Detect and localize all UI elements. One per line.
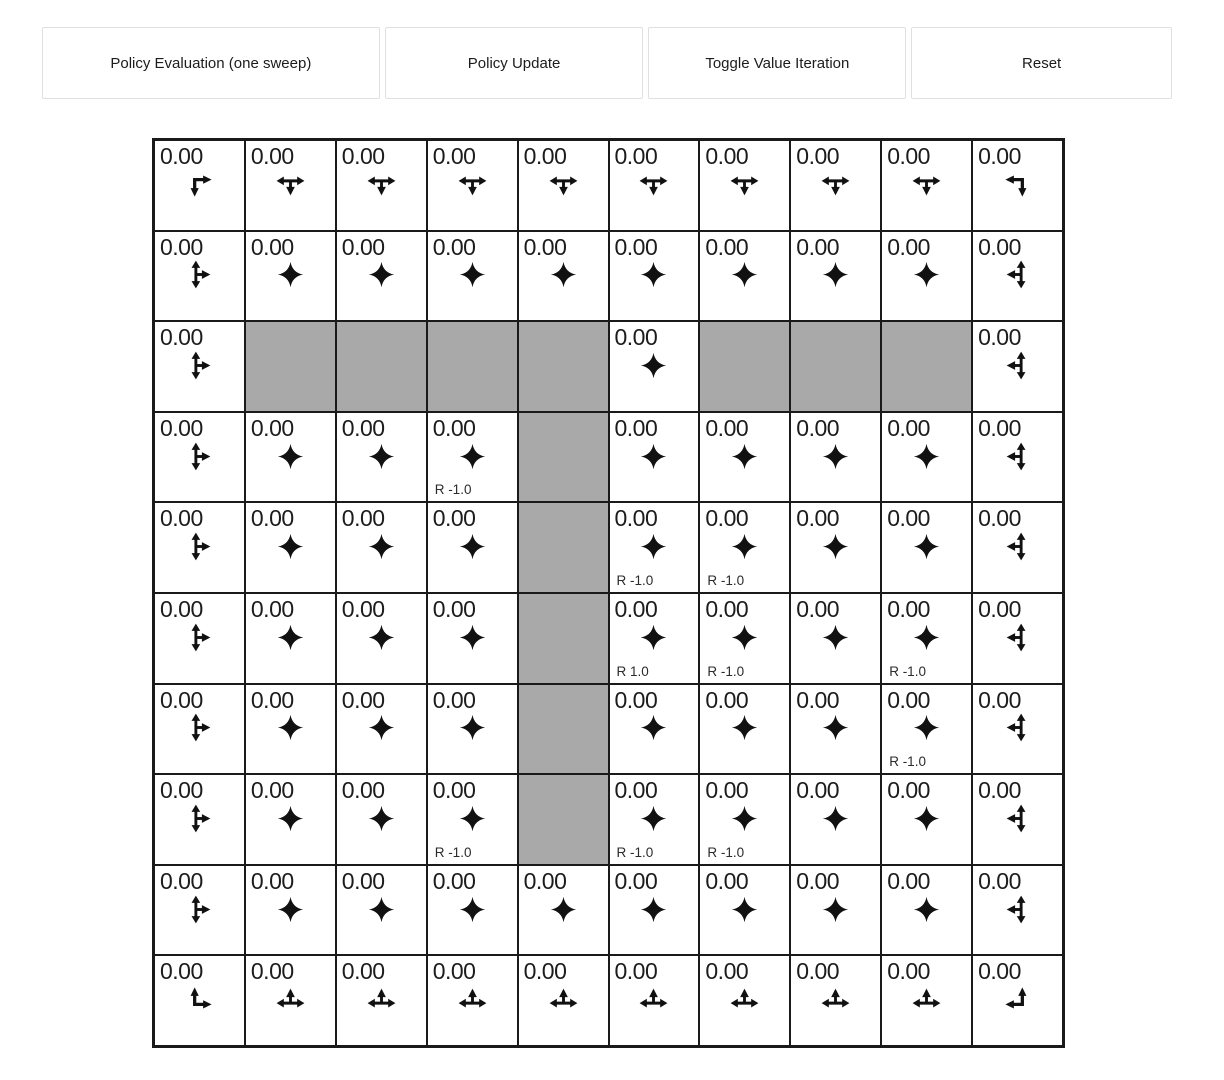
- gridworld: [152, 138, 1065, 1048]
- policy-arrow-all-directions-icon: [342, 895, 421, 929]
- state-cell: [972, 774, 1063, 865]
- state-value: 0.00: [705, 867, 749, 894]
- policy-arrow-all-directions-icon: [887, 623, 966, 657]
- state-value: 0.00: [614, 324, 658, 351]
- state-value: 0.00: [523, 233, 567, 260]
- state-cell: [699, 593, 790, 684]
- policy-arrow-all-directions-icon: [524, 260, 603, 294]
- policy-arrow-left-right-down-icon: [615, 170, 694, 204]
- state-cell: [154, 502, 245, 593]
- state-cell: [518, 955, 609, 1046]
- policy-arrow-all-directions-icon: [615, 442, 694, 476]
- policy-arrow-all-directions-icon: [251, 532, 330, 566]
- reward-label: R -1.0: [707, 572, 745, 588]
- wall-cell: [699, 321, 790, 412]
- policy-arrow-left-right-up-icon: [796, 985, 875, 1019]
- policy-arrow-up-down-right-icon: [160, 713, 239, 747]
- state-cell: [427, 502, 518, 593]
- state-value: 0.00: [796, 686, 840, 713]
- state-cell: [336, 502, 427, 593]
- state-cell: [972, 865, 1063, 956]
- state-cell: [699, 412, 790, 503]
- state-cell: [336, 684, 427, 775]
- policy-arrow-all-directions-icon: [251, 713, 330, 747]
- state-cell: [154, 231, 245, 322]
- state-value: 0.00: [341, 867, 385, 894]
- state-value: 0.00: [523, 143, 567, 169]
- state-cell: [972, 502, 1063, 593]
- state-cell: [154, 140, 245, 231]
- state-cell: [609, 865, 700, 956]
- policy-arrow-up-down-right-icon: [160, 260, 239, 294]
- policy-arrow-left-right-down-icon: [524, 170, 603, 204]
- state-value: 0.00: [250, 686, 294, 713]
- reward-label: R -1.0: [434, 482, 472, 498]
- reward-label: R -1.0: [616, 572, 654, 588]
- policy-arrow-all-directions-icon: [615, 895, 694, 929]
- policy-arrow-all-directions-icon: [433, 532, 512, 566]
- policy-arrow-all-directions-icon: [615, 260, 694, 294]
- state-cell: [881, 865, 972, 956]
- state-cell: [245, 231, 336, 322]
- policy-arrow-all-directions-icon: [705, 442, 784, 476]
- state-cell: [790, 231, 881, 322]
- state-value: 0.00: [978, 505, 1021, 532]
- state-cell: [699, 955, 790, 1046]
- state-value: 0.00: [250, 233, 294, 260]
- policy-arrow-up-right-icon: [160, 985, 239, 1019]
- state-value: 0.00: [887, 595, 930, 622]
- policy-arrow-up-down-left-icon: [978, 351, 1057, 385]
- state-cell: [699, 684, 790, 775]
- state-cell: [518, 140, 609, 231]
- policy-arrow-all-directions-icon: [796, 623, 875, 657]
- policy-arrow-all-directions-icon: [342, 442, 421, 476]
- state-cell: [790, 684, 881, 775]
- state-cell: [336, 955, 427, 1046]
- policy-arrow-up-down-left-icon: [978, 442, 1057, 476]
- policy-arrow-left-right-down-icon: [887, 170, 966, 204]
- policy-arrow-all-directions-icon: [524, 895, 603, 929]
- policy-arrow-left-down-icon: [978, 170, 1057, 204]
- state-value: 0.00: [978, 867, 1021, 894]
- state-value: 0.00: [160, 867, 203, 894]
- state-cell: [881, 593, 972, 684]
- policy-arrow-all-directions-icon: [433, 442, 512, 476]
- policy-arrow-up-left-icon: [978, 985, 1057, 1019]
- state-cell: [881, 684, 972, 775]
- state-value: 0.00: [705, 233, 749, 260]
- state-value: 0.00: [432, 414, 476, 441]
- state-cell: [336, 231, 427, 322]
- state-cell: [427, 684, 518, 775]
- policy-arrow-left-right-up-icon: [705, 985, 784, 1019]
- policy-arrow-all-directions-icon: [887, 804, 966, 838]
- state-cell: [609, 140, 700, 231]
- state-value: 0.00: [160, 233, 203, 260]
- state-cell: [609, 231, 700, 322]
- state-value: 0.00: [614, 595, 658, 622]
- wall-cell: [518, 502, 609, 593]
- wall-cell: [518, 774, 609, 865]
- state-cell: [609, 684, 700, 775]
- state-value: 0.00: [705, 505, 749, 532]
- wall-cell: [336, 321, 427, 412]
- state-cell: [790, 140, 881, 231]
- state-cell: [699, 140, 790, 231]
- state-value: 0.00: [705, 958, 749, 985]
- state-value: 0.00: [341, 595, 385, 622]
- state-cell: [609, 774, 700, 865]
- state-value: 0.00: [614, 505, 658, 532]
- state-value: 0.00: [250, 414, 294, 441]
- state-value: 0.00: [160, 143, 203, 169]
- state-cell: [336, 774, 427, 865]
- state-value: 0.00: [341, 414, 385, 441]
- state-cell: [154, 865, 245, 956]
- state-cell: [790, 865, 881, 956]
- reward-label: R -1.0: [889, 754, 926, 770]
- state-cell: [972, 140, 1063, 231]
- policy-arrow-all-directions-icon: [887, 713, 966, 747]
- wall-cell: [518, 412, 609, 503]
- state-cell: [336, 865, 427, 956]
- state-cell: [245, 865, 336, 956]
- state-cell: [881, 231, 972, 322]
- toggle-value-iteration-button[interactable]: Toggle Value Iteration: [648, 27, 906, 99]
- wall-cell: [881, 321, 972, 412]
- state-cell: [245, 684, 336, 775]
- state-value: 0.00: [341, 505, 385, 532]
- state-value: 0.00: [705, 686, 749, 713]
- state-cell: [518, 231, 609, 322]
- policy-arrow-all-directions-icon: [887, 895, 966, 929]
- state-cell: [972, 231, 1063, 322]
- state-value: 0.00: [160, 505, 203, 532]
- state-cell: [609, 412, 700, 503]
- policy-arrow-all-directions-icon: [615, 351, 694, 385]
- state-cell: [699, 865, 790, 956]
- policy-arrow-all-directions-icon: [251, 623, 330, 657]
- state-cell: [336, 593, 427, 684]
- state-cell: [427, 140, 518, 231]
- policy-arrow-all-directions-icon: [796, 804, 875, 838]
- policy-arrow-left-right-down-icon: [433, 170, 512, 204]
- policy-arrow-all-directions-icon: [705, 804, 784, 838]
- state-value: 0.00: [341, 233, 385, 260]
- policy-arrow-up-down-left-icon: [978, 713, 1057, 747]
- policy-evaluation-button[interactable]: Policy Evaluation (one sweep): [42, 27, 380, 99]
- policy-arrow-up-down-right-icon: [160, 623, 239, 657]
- state-value: 0.00: [978, 686, 1021, 713]
- policy-arrow-left-right-down-icon: [251, 170, 330, 204]
- state-value: 0.00: [432, 867, 476, 894]
- state-value: 0.00: [796, 777, 840, 804]
- policy-arrow-all-directions-icon: [705, 260, 784, 294]
- policy-arrow-all-directions-icon: [251, 260, 330, 294]
- state-cell: [245, 140, 336, 231]
- state-value: 0.00: [887, 233, 930, 260]
- policy-arrow-all-directions-icon: [251, 804, 330, 838]
- policy-arrow-up-down-left-icon: [978, 260, 1057, 294]
- state-cell: [972, 412, 1063, 503]
- state-cell: [972, 684, 1063, 775]
- policy-arrow-up-down-left-icon: [978, 532, 1057, 566]
- state-value: 0.00: [796, 233, 840, 260]
- state-cell: [609, 955, 700, 1046]
- policy-arrow-all-directions-icon: [705, 623, 784, 657]
- policy-arrow-all-directions-icon: [796, 442, 875, 476]
- state-cell: [154, 321, 245, 412]
- policy-arrow-up-down-right-icon: [160, 442, 239, 476]
- policy-arrow-all-directions-icon: [796, 713, 875, 747]
- policy-arrow-all-directions-icon: [433, 895, 512, 929]
- state-cell: [881, 955, 972, 1046]
- policy-arrow-all-directions-icon: [705, 895, 784, 929]
- state-cell: [699, 231, 790, 322]
- state-cell: [427, 774, 518, 865]
- state-value: 0.00: [796, 867, 840, 894]
- state-value: 0.00: [160, 414, 203, 441]
- state-cell: [881, 412, 972, 503]
- policy-update-button[interactable]: Policy Update: [385, 27, 644, 99]
- reset-button[interactable]: Reset: [911, 27, 1172, 99]
- state-value: 0.00: [796, 505, 840, 532]
- reward-label: R -1.0: [434, 844, 472, 860]
- state-cell: [154, 955, 245, 1046]
- state-cell: [699, 774, 790, 865]
- state-cell: [972, 955, 1063, 1046]
- state-value: 0.00: [978, 143, 1021, 169]
- state-value: 0.00: [887, 414, 930, 441]
- state-value: 0.00: [614, 686, 658, 713]
- state-cell: [972, 321, 1063, 412]
- state-cell: [790, 955, 881, 1046]
- state-cell: [609, 321, 700, 412]
- reward-label: R -1.0: [707, 844, 745, 860]
- state-value: 0.00: [978, 233, 1021, 260]
- state-cell: [881, 502, 972, 593]
- state-cell: [245, 502, 336, 593]
- state-value: 0.00: [887, 686, 930, 713]
- policy-arrow-left-right-up-icon: [615, 985, 694, 1019]
- policy-arrow-up-down-left-icon: [978, 623, 1057, 657]
- policy-arrow-all-directions-icon: [342, 532, 421, 566]
- policy-arrow-all-directions-icon: [251, 895, 330, 929]
- state-value: 0.00: [705, 143, 749, 169]
- state-value: 0.00: [160, 595, 203, 622]
- state-cell: [154, 774, 245, 865]
- state-value: 0.00: [250, 777, 294, 804]
- state-value: 0.00: [432, 958, 476, 985]
- state-value: 0.00: [432, 595, 476, 622]
- state-value: 0.00: [341, 958, 385, 985]
- state-value: 0.00: [432, 686, 476, 713]
- policy-arrow-all-directions-icon: [342, 804, 421, 838]
- state-cell: [245, 593, 336, 684]
- policy-arrow-all-directions-icon: [433, 260, 512, 294]
- state-value: 0.00: [432, 143, 476, 169]
- state-value: 0.00: [705, 414, 749, 441]
- policy-arrow-all-directions-icon: [796, 260, 875, 294]
- wall-cell: [245, 321, 336, 412]
- state-value: 0.00: [250, 505, 294, 532]
- state-value: 0.00: [978, 324, 1021, 351]
- state-value: 0.00: [978, 958, 1021, 985]
- policy-arrow-left-right-up-icon: [251, 985, 330, 1019]
- policy-arrow-left-right-up-icon: [524, 985, 603, 1019]
- state-cell: [336, 140, 427, 231]
- state-value: 0.00: [250, 595, 294, 622]
- state-value: 0.00: [432, 777, 476, 804]
- policy-arrow-left-right-down-icon: [796, 170, 875, 204]
- state-value: 0.00: [160, 777, 203, 804]
- state-value: 0.00: [160, 686, 203, 713]
- state-value: 0.00: [614, 958, 658, 985]
- policy-arrow-all-directions-icon: [705, 713, 784, 747]
- policy-arrow-up-down-left-icon: [978, 895, 1057, 929]
- state-cell: [245, 412, 336, 503]
- state-value: 0.00: [432, 505, 476, 532]
- state-value: 0.00: [160, 958, 203, 985]
- state-value: 0.00: [887, 867, 930, 894]
- policy-arrow-all-directions-icon: [615, 532, 694, 566]
- state-value: 0.00: [250, 143, 294, 169]
- state-value: 0.00: [432, 233, 476, 260]
- state-cell: [154, 684, 245, 775]
- state-value: 0.00: [978, 595, 1021, 622]
- state-value: 0.00: [796, 958, 840, 985]
- state-cell: [881, 774, 972, 865]
- state-cell: [609, 502, 700, 593]
- state-cell: [790, 412, 881, 503]
- state-value: 0.00: [887, 958, 930, 985]
- state-value: 0.00: [341, 777, 385, 804]
- state-cell: [790, 774, 881, 865]
- state-value: 0.00: [978, 777, 1021, 804]
- reward-label: R -1.0: [707, 663, 745, 679]
- state-cell: [609, 593, 700, 684]
- policy-arrow-all-directions-icon: [342, 623, 421, 657]
- state-cell: [245, 774, 336, 865]
- policy-arrow-all-directions-icon: [615, 623, 694, 657]
- reward-label: R -1.0: [889, 663, 926, 679]
- state-cell: [336, 412, 427, 503]
- state-value: 0.00: [523, 958, 567, 985]
- toolbar: [42, 27, 1172, 99]
- state-value: 0.00: [614, 867, 658, 894]
- state-value: 0.00: [250, 958, 294, 985]
- state-cell: [790, 502, 881, 593]
- state-cell: [245, 955, 336, 1046]
- policy-arrow-all-directions-icon: [342, 260, 421, 294]
- state-cell: [881, 140, 972, 231]
- state-value: 0.00: [887, 777, 930, 804]
- policy-arrow-down-right-icon: [160, 170, 239, 204]
- state-cell: [427, 865, 518, 956]
- reward-label: R -1.0: [616, 844, 654, 860]
- policy-arrow-left-right-down-icon: [342, 170, 421, 204]
- policy-arrow-up-down-right-icon: [160, 895, 239, 929]
- policy-arrow-up-down-right-icon: [160, 351, 239, 385]
- state-value: 0.00: [887, 505, 930, 532]
- state-cell: [972, 593, 1063, 684]
- wall-cell: [518, 684, 609, 775]
- policy-arrow-all-directions-icon: [887, 442, 966, 476]
- policy-arrow-all-directions-icon: [705, 532, 784, 566]
- wall-cell: [518, 593, 609, 684]
- state-value: 0.00: [160, 324, 203, 351]
- policy-arrow-all-directions-icon: [433, 623, 512, 657]
- state-cell: [518, 865, 609, 956]
- state-cell: [154, 593, 245, 684]
- state-value: 0.00: [614, 414, 658, 441]
- state-value: 0.00: [978, 414, 1021, 441]
- state-cell: [427, 412, 518, 503]
- state-value: 0.00: [796, 414, 840, 441]
- state-cell: [154, 412, 245, 503]
- state-value: 0.00: [614, 777, 658, 804]
- policy-arrow-up-down-right-icon: [160, 532, 239, 566]
- policy-arrow-left-right-down-icon: [705, 170, 784, 204]
- state-cell: [427, 955, 518, 1046]
- state-value: 0.00: [705, 777, 749, 804]
- state-cell: [699, 502, 790, 593]
- policy-arrow-up-down-left-icon: [978, 804, 1057, 838]
- policy-arrow-all-directions-icon: [433, 713, 512, 747]
- state-value: 0.00: [250, 867, 294, 894]
- state-value: 0.00: [523, 867, 567, 894]
- state-cell: [427, 593, 518, 684]
- policy-arrow-all-directions-icon: [796, 895, 875, 929]
- state-value: 0.00: [341, 143, 385, 169]
- state-value: 0.00: [887, 143, 930, 169]
- policy-arrow-left-right-up-icon: [342, 985, 421, 1019]
- state-value: 0.00: [796, 595, 840, 622]
- reward-label: R 1.0: [616, 663, 649, 679]
- policy-arrow-all-directions-icon: [615, 804, 694, 838]
- policy-arrow-left-right-up-icon: [433, 985, 512, 1019]
- wall-cell: [518, 321, 609, 412]
- policy-arrow-all-directions-icon: [433, 804, 512, 838]
- wall-cell: [427, 321, 518, 412]
- wall-cell: [790, 321, 881, 412]
- state-cell: [790, 593, 881, 684]
- state-value: 0.00: [796, 143, 840, 169]
- policy-arrow-all-directions-icon: [887, 260, 966, 294]
- policy-arrow-all-directions-icon: [887, 532, 966, 566]
- policy-arrow-all-directions-icon: [796, 532, 875, 566]
- state-value: 0.00: [614, 143, 658, 169]
- state-cell: [427, 231, 518, 322]
- state-value: 0.00: [614, 233, 658, 260]
- policy-arrow-all-directions-icon: [251, 442, 330, 476]
- state-value: 0.00: [705, 595, 749, 622]
- policy-arrow-left-right-up-icon: [887, 985, 966, 1019]
- policy-arrow-up-down-right-icon: [160, 804, 239, 838]
- state-value: 0.00: [341, 686, 385, 713]
- policy-arrow-all-directions-icon: [615, 713, 694, 747]
- policy-arrow-all-directions-icon: [342, 713, 421, 747]
